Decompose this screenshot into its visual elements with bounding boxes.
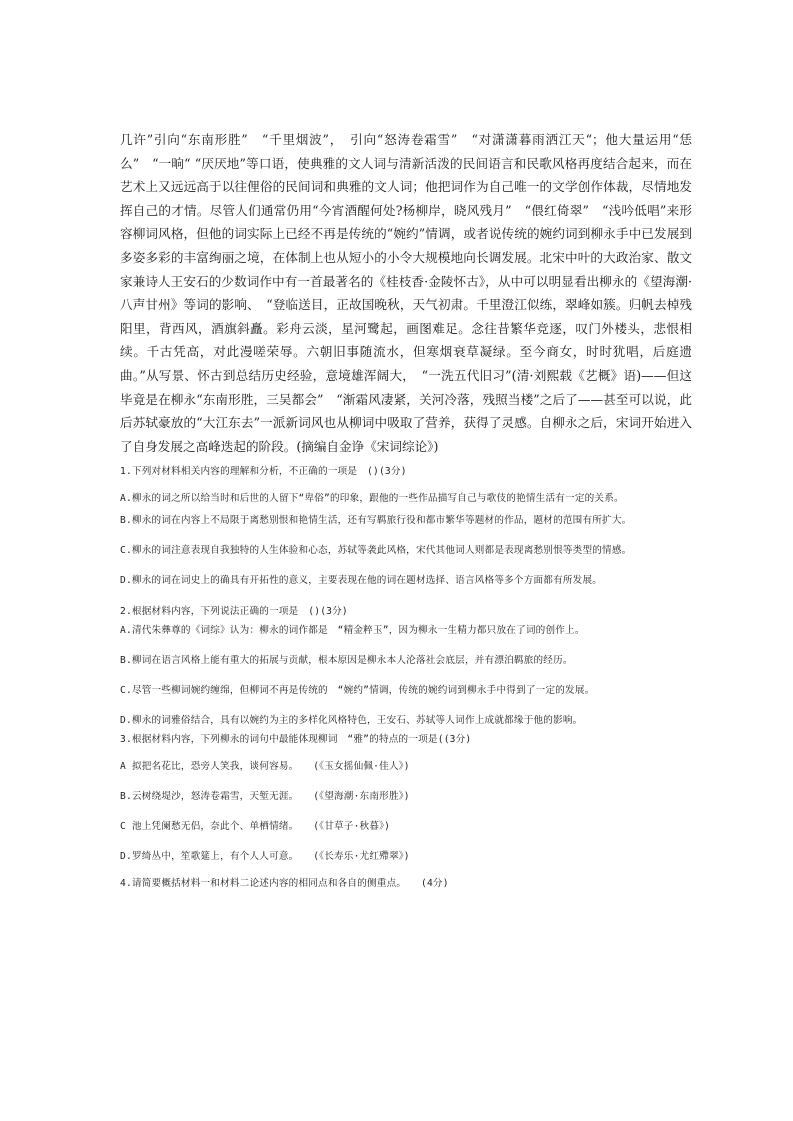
option-a: A.柳永的词之所以给当时和后世的人留下“卑俗”的印象，跟他的一些作品描写自己与歌伎的艳情生活有一定的关系。 bbox=[120, 493, 624, 505]
question-stem: 1.下列对材料相关内容的理解和分析，不正确的一项是 ()(3分) bbox=[120, 466, 407, 478]
question-2 bbox=[120, 604, 692, 732]
question-list bbox=[120, 464, 692, 892]
option-b: B.柳永的词在内容上不局限于离愁别恨和艳情生活，还有写羁旅行役和都市繁华等题材的作品，题材的范围有所扩大。 bbox=[120, 515, 632, 527]
question-stem: 2.根据材料内容，下列说法正确的一项是 ()(3分) bbox=[120, 606, 348, 618]
option-c: C.尽管一些柳词婉约缠绵，但柳词不再是传统的 “婉约”情调，传统的婉约词到柳永手中得到了一定的发展。 bbox=[120, 685, 595, 697]
option-b: B.柳词在语言风格上能有重大的拓展与贡献，根本原因是柳永本人沦落社会底层，并有漂泊羁旅的经历。 bbox=[120, 655, 573, 667]
question-stem: 3.根据材料内容，下列柳永的词句中最能体现柳词 “雅”的特点的一项是((3分) bbox=[120, 734, 472, 746]
option-c: C.柳永的词注意表现自我独特的人生体验和心态，苏轼等袭此风格，宋代其他词人则都是表现离愁别恨等类型的情感。 bbox=[120, 545, 632, 557]
question-stem: 4.请简要概括材料一和材料二论述内容的相同点和各自的侧重点。 (4分) bbox=[120, 878, 449, 890]
option-c: C 池上凭阑愁无侣，奈此个、单栖情绪。 (《甘草子·秋暮》) bbox=[120, 821, 391, 833]
question-1 bbox=[120, 464, 692, 592]
question-4 bbox=[120, 876, 692, 892]
option-a: A.清代朱彝尊的《词综》认为：柳永的词作都是 “精金粹玉”，因为柳永一生精力都只放在了词的创作上。 bbox=[120, 625, 585, 637]
option-b: B.云树绕堤沙，怒涛卷霜雪，天堑无涯。 (《望海潮·东南形胜》) bbox=[120, 791, 410, 803]
reading-passage: 几许”引向“东南形胜” “千里烟波”， 引向“怒涛卷霜雪” “对潇潇暮雨洒江天“；他大量运用“恁么” “一晌“ “厌厌地”等口语，使典雅的文人词与清新活泼的民间语言和民歌风格再度结合起来，而在艺术上又远远高于以往俚俗的民间词和典雅的文人词；他把词作为自己唯一的文学创作体裁，尽情地发挥自己的才情。尽管人们通常仍用“今宵酒醒何处?杨柳岸，晓风残月” “偎红倚翠” “浅吟低唱”来形容柳词风格，但他的词实际上已经不再是传统的“婉约”情调，或者说传统的婉约词到柳永手中已发展到多姿多彩的丰富绚丽之境，在体制上也从短小的小令大规模地向长调发展。北宋中叶的大政治家、散文家兼诗人王安石的少数词作中有一首最著名的《桂枝香·金陵怀古》，从中可以明显看出柳永的《望海潮·八声甘州》等词的影响、 “登临送目，正故国晚秋，天气初肃。千里澄江似练，翠峰如簇。归帆去棹残阳里，背西风，酒旗斜矗。彩舟云淡，星河鹭起，画图难足。念往昔繁华竞逐，叹门外楼头，悲恨相续。千古凭高，对此漫嗟荣辱。六朝旧事随流水，但寒烟衰草凝绿。至今商女，时时犹唱，后庭遗曲。”从写景、怀古到总结历史经验，意境雄浑阔大， “一洗五代旧习”(清·刘熙载《艺概》语)——但这毕竟是在柳永“东南形胜，三吴都会” “渐霜风凄紧，关河冷落，残照当楼”之后了——甚至可以说，此后苏轼豪放的“大江东去”一派新词风也从柳词中吸取了营养，获得了灵感。自柳永之后，宋词开始进入了自身发展之高峰迭起的阶段。(摘编自金诤《宋词综论》) bbox=[120, 132, 692, 454]
exam-page bbox=[120, 128, 692, 892]
question-3 bbox=[120, 732, 692, 868]
option-d: D.柳永的词在词史上的确具有开拓性的意义，主要表现在他的词在题材选择、语言风格等多个方面都有所发展。 bbox=[120, 575, 603, 587]
option-a: A 拟把名花比，恐旁人笑我，谈何容易。 (《玉女摇仙佩·佳人》) bbox=[120, 761, 410, 773]
option-d: D.罗绮丛中，笙歌筵上，有个人人可意。 (《长寿乐·尤红殢翠》) bbox=[120, 851, 410, 863]
option-d: D.柳永的词雅俗结合，具有以婉约为主的多样化风格特色，王安石、苏轼等人词作上成就都缘于他的影响。 bbox=[120, 715, 583, 727]
